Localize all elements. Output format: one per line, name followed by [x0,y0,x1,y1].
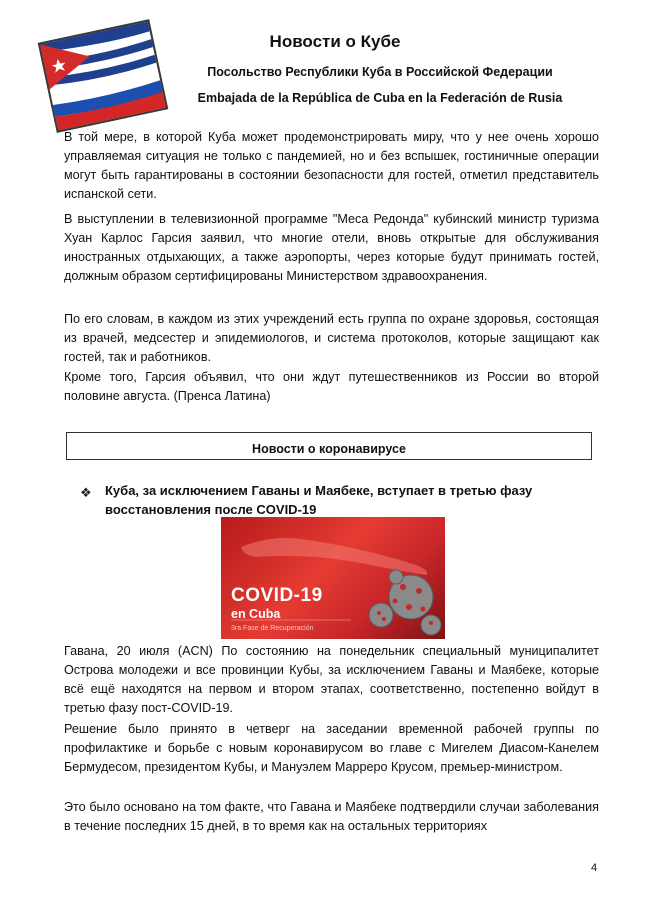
covid-image-title: COVID-19 [231,585,323,606]
covid-image-caption: 3ra Fase de Recuperación [231,625,314,632]
article1-paragraph: По его словам, в каждом из этих учреждений есть группа по охране здоровья, состоящая из врачей, медсестер и эпидемиологов, и система протоколов, которые защищают как гостей, так и работников. [64,312,599,364]
article1-paragraph: Кроме того, Гарсия объявил, что они ждут путешественников из России во второй половине августа. (Пренса Латина) [64,370,599,403]
embassy-name-spanish: Embajada de la República de Cuba en la Federación de Rusia [197,91,563,105]
article1-paragraph: В той мере, в которой Куба может продемонстрировать миру, что у нее очень хорошо управляемая ситуация не только с пандемией, но и без вспышек, гостиничные операции могут быть гарантированы в состоянии безопасности для гостей, отметил представитель испанской сети. [64,130,599,201]
diamond-bullet-icon: ❖ [80,485,92,500]
embassy-name-russian: Посольство Республики Куба в Российской Федерации [207,65,553,79]
article2-paragraph: Это было основано на том факте, что Гавана и Маябеке подтвердили случаи заболевания в течение последних 15 дней, в то время как на остальных территориях [64,800,599,833]
article2-paragraph: Решение было принято в четверг на заседании временной рабочей группы по профилактике и борьбе с новым коронавирусом во главе с Мигелем Диасом-Канелем Бермудесом, президентом Кубы, и Мануэлем Марреро Крусом, премьер-министром. [64,722,599,774]
covid-image-subtitle: en Cuba [231,607,281,621]
article1-paragraph: В выступлении в телевизионной программе "Меса Редонда" кубинский министр туризма Хуан Карлос Гарсия заявил, что многие отели, вновь открытые для обслуживания иностранных отдыхающих, а также аэропорты, через которые будут принимать гостей, должным образом сертифицированы Министерством здравоохранения. [64,212,599,283]
page-title: Новости о Кубе [269,32,401,51]
covid-cuba-image [221,517,445,639]
section-title: Новости о коронавирусе [252,442,406,456]
article2-paragraph: Гавана, 20 июля (ACN) По состоянию на понедельник специальный муниципалитет Острова молодежи и все провинции Кубы, за исключением Гаваны и Маябеке, которые всё ещё находятся на первом и втором этапах, соответственно, постепенно войдут в третью фазу пост-COVID-19. [64,644,599,715]
article2-headline: Куба, за исключением Гаваны и Маябеке, вступает в третью фазу восстановления после COVID-19 [105,483,533,517]
page-number: 4 [591,862,598,874]
section-heading-box [66,432,592,460]
